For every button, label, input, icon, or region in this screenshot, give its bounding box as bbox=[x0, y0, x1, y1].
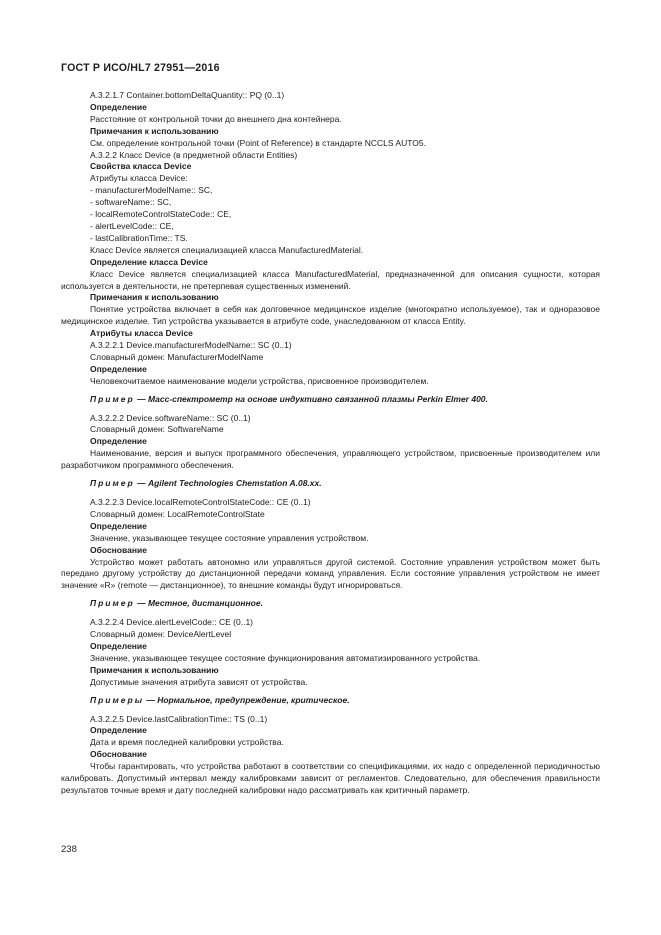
section-heading: Обоснование bbox=[90, 749, 147, 760]
section-heading: Определение bbox=[90, 640, 147, 651]
example-text: — Местное, дистанционное. bbox=[134, 598, 263, 609]
list-item: - localRemoteControlStateCode:: CE, bbox=[90, 209, 232, 220]
example-note bbox=[61, 598, 600, 610]
paragraph: Словарный домен: LocalRemoteControlState bbox=[90, 508, 265, 519]
example-text: — Масс-спектрометр на основе индуктивно связанной плазмы Perkin Elmer 400. bbox=[134, 393, 488, 404]
example-label: Пример bbox=[90, 393, 135, 404]
section-heading: Определение bbox=[90, 436, 147, 447]
example-label: Пример bbox=[90, 598, 135, 609]
paragraph: A.3.2.2.4 Device.alertLevelCode:: CE (0..1) bbox=[90, 617, 253, 628]
paragraph: Дата и время последней калибровки устройства. bbox=[90, 737, 284, 748]
section-heading: Примечания к использованию bbox=[90, 125, 219, 136]
paragraph: A.3.2.2 Класс Device (в предметной области Entities) bbox=[90, 149, 298, 160]
paragraph: A.3.2.2.3 Device.localRemoteControlStateCode:: CE (0..1) bbox=[90, 497, 311, 507]
paragraph: Значение, указывающее текущее состояние функционирования автоматизированного устройства. bbox=[90, 652, 481, 663]
paragraph: Расстояние от контрольной точки до внешнего дна контейнера. bbox=[90, 113, 342, 124]
example-text: — Нормальное, предупреждение, критическое. bbox=[143, 694, 350, 705]
paragraph: Понятие устройства включает в себя как долговечное медицинское изделие (многократно используемое), так и одноразовое медицинское изделие. Тип устройства указывается в атрибуте code, унаследованном от класса Entity. bbox=[61, 304, 600, 327]
paragraph: A.3.2.2.2 Device.softwareName:: SC (0..1) bbox=[90, 412, 251, 423]
section-heading: Определение класса Device bbox=[90, 256, 208, 267]
paragraph: Человекочитаемое наименование модели устройства, присвоенное производителем. bbox=[90, 375, 429, 386]
section-heading: Примечания к использованию bbox=[90, 292, 219, 303]
document-body bbox=[61, 90, 600, 797]
section-heading: Определение bbox=[90, 725, 147, 736]
example-label: Пример bbox=[90, 478, 135, 489]
paragraph: Словарный домен: DeviceAlertLevel bbox=[90, 629, 232, 640]
paragraph: Наименование, версия и выпуск программного обеспечения, управляющего устройством, присвоенные производителем или разработчиком программного обеспечения. bbox=[61, 448, 600, 471]
paragraph: A.3.2.2.1 Device.manufacturerModelName:: SC (0..1) bbox=[90, 340, 292, 351]
example-text: — Agilent Technologies Chemstation A.08.xx. bbox=[134, 478, 322, 489]
example-note bbox=[61, 394, 600, 406]
example-note bbox=[61, 695, 600, 707]
paragraph: A.3.2.1.7 Container.bottomDeltaQuantity:: PQ (0..1) bbox=[90, 90, 285, 100]
paragraph: A.3.2.2.5 Device.lastCalibrationTime:: TS (0..1) bbox=[90, 713, 268, 724]
paragraph: Класс Device является специализацией класса ManufacturedMaterial, предназначенной для описания сущности, которая используется в деятельности, не претерпевая существенных изменений. bbox=[61, 268, 600, 291]
list-item: - softwareName:: SC, bbox=[90, 197, 172, 208]
list-item: - alertLevelCode:: CE, bbox=[90, 220, 174, 231]
standard-title: ГОСТ Р ИСО/HL7 27951—2016 bbox=[61, 62, 220, 74]
section-heading: Определение bbox=[90, 520, 147, 531]
section-heading: Примечания к использованию bbox=[90, 664, 219, 675]
example-label: Примеры bbox=[90, 694, 144, 705]
section-heading: Атрибуты класса Device bbox=[90, 328, 193, 339]
paragraph: См. определение контрольной точки (Point of Reference) в стандарте NCCLS AUTO5. bbox=[90, 137, 426, 148]
list-item: - manufacturerModelName:: SC, bbox=[90, 185, 213, 196]
paragraph: Атрибуты класса Device: bbox=[90, 173, 188, 184]
list-item: - lastCalibrationTime:: TS. bbox=[90, 232, 188, 243]
example-note bbox=[61, 478, 600, 490]
section-heading: Свойства класса Device bbox=[90, 161, 192, 172]
section-heading: Обоснование bbox=[90, 544, 147, 555]
paragraph: Чтобы гарантировать, что устройства работают в соответствии со спецификациями, их надо с определенной периодичностью калибровать. Допустимый интервал между калибровками зависит от регламентов. Следовательно, для обеспечения правильности результатов точные время и дату последней калибровки надо рассматривать как критичный параметр. bbox=[61, 761, 600, 795]
section-heading: Определение bbox=[90, 363, 147, 374]
paragraph: Словарный домен: SoftwareName bbox=[90, 424, 224, 435]
paragraph: Значение, указывающее текущее состояние управления устройством. bbox=[90, 532, 369, 543]
page-number: 238 bbox=[61, 844, 77, 855]
paragraph: Класс Device является специализацией класса ManufacturedMaterial. bbox=[90, 244, 364, 255]
paragraph: Допустимые значения атрибута зависят от устройства. bbox=[90, 676, 308, 687]
paragraph: Устройство может работать автономно или управляться другой системой. Состояние управления устройством может быть передано другому устройству до дистанционной передачи команд управления. Если состояние управления устройством не имеет значение «R» (remote — дистанционное), то внешние команды будут игнорироваться. bbox=[61, 556, 600, 591]
paragraph: Словарный домен: ManufacturerModelName bbox=[90, 351, 264, 362]
section-heading: Определение bbox=[90, 101, 147, 112]
